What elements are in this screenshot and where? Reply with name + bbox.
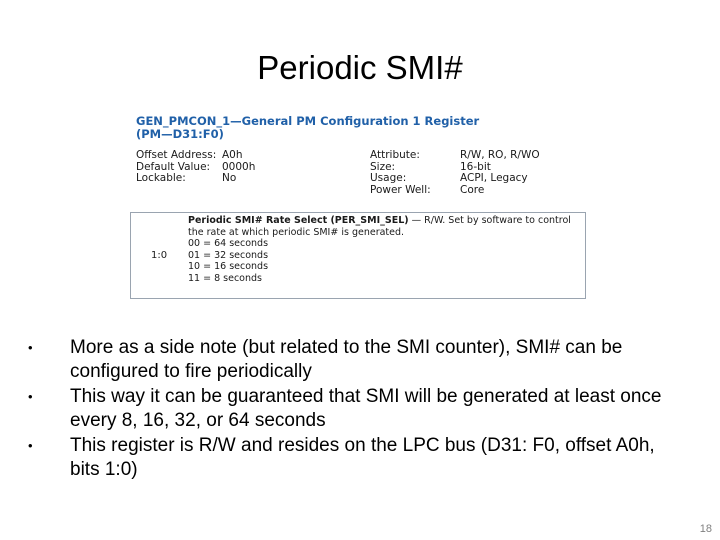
info-row bbox=[136, 173, 255, 185]
bullet-glyph: • bbox=[28, 438, 33, 453]
bitfield-option: 01 = 32 seconds bbox=[188, 249, 269, 261]
info-row bbox=[370, 173, 540, 185]
bitfield-description bbox=[188, 215, 571, 284]
bitfield-name: Periodic SMI# Rate Select (PER_SMI_SEL) bbox=[188, 215, 409, 226]
info-key: Attribute: bbox=[370, 149, 420, 161]
info-value: ACPI, Legacy bbox=[460, 172, 528, 184]
info-row bbox=[136, 150, 255, 162]
bitfield-option: 11 = 8 seconds bbox=[188, 272, 262, 284]
register-title bbox=[136, 115, 479, 141]
register-info-right bbox=[370, 150, 540, 196]
bitfield-desc-b: the rate at which periodic SMI# is generated. bbox=[188, 226, 405, 238]
info-value: A0h bbox=[222, 149, 243, 161]
bullet-text: This way it can be guaranteed that SMI will be generated at least once every 8, 16, 32, or 64 seconds bbox=[70, 386, 662, 431]
info-key: Usage: bbox=[370, 172, 407, 184]
info-value: No bbox=[222, 172, 237, 184]
bitfield-desc-a: — R/W. Set by software to control bbox=[408, 215, 571, 226]
register-figure bbox=[130, 113, 586, 300]
info-row bbox=[370, 150, 540, 162]
register-info-left bbox=[136, 150, 255, 185]
info-value: R/W, RO, R/WO bbox=[460, 149, 540, 161]
bitfield-option: 10 = 16 seconds bbox=[188, 261, 269, 272]
info-value: 16-bit bbox=[460, 160, 491, 173]
bitfield-bits: 1:0 bbox=[151, 250, 168, 261]
bullet-item bbox=[28, 336, 678, 383]
bitfield-heading bbox=[188, 215, 571, 227]
bullet-list bbox=[28, 336, 678, 483]
info-key: Lockable: bbox=[136, 172, 186, 184]
register-title-line1: GEN_PMCON_1—General PM Configuration 1 Register bbox=[136, 114, 480, 128]
info-key: Power Well: bbox=[370, 183, 431, 196]
bitfield-option: 00 = 64 seconds bbox=[188, 238, 269, 249]
info-key: Offset Address: bbox=[136, 149, 217, 161]
slide-title: Periodic SMI# bbox=[257, 49, 463, 86]
info-key: Default Value: bbox=[136, 160, 211, 173]
bullet-glyph: • bbox=[28, 340, 33, 355]
info-value: Core bbox=[460, 183, 485, 196]
info-value: 0000h bbox=[222, 160, 256, 173]
bullet-item bbox=[28, 385, 678, 432]
bullet-item bbox=[28, 434, 678, 481]
register-title-line2: (PM—D31:F0) bbox=[136, 127, 224, 141]
info-row bbox=[370, 185, 540, 197]
bitfield-table bbox=[130, 212, 586, 299]
bullet-text: This register is R/W and resides on the LPC bus (D31: F0, offset A0h, bits 1:0) bbox=[70, 435, 655, 480]
bullet-text: More as a side note (but related to the SMI counter), SMI# can be configured to fire periodically bbox=[70, 337, 623, 382]
info-key: Size: bbox=[370, 160, 396, 173]
page-number: 18 bbox=[699, 523, 712, 535]
bullet-glyph: • bbox=[28, 389, 33, 404]
